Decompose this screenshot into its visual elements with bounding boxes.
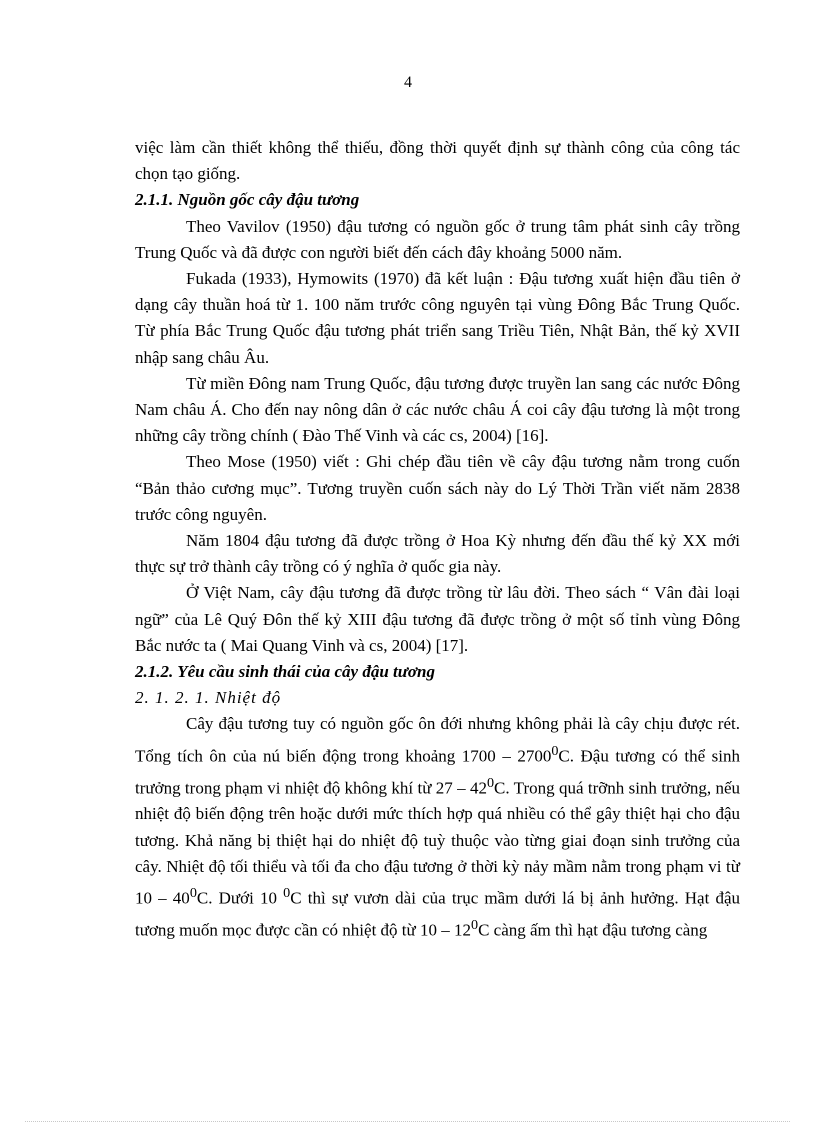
degree-superscript: 0: [551, 742, 559, 759]
temperature-text-5: C thì sự vươn dài của trục mầm dưới lá bị ảnh hưởng. Hạt đậu tương muốn mọc được cần có nhiệt độ từ 10 – 12: [135, 888, 741, 940]
page-number: 4: [404, 74, 412, 91]
temperature-text-4: C. Dưới 10: [196, 888, 284, 908]
paragraph-fukada: Fukada (1933), Hymowits (1970) đã kết luận : Đậu tương xuất hiện đầu tiên ở dạng cây thuần hoá từ 1. 100 năm trước công nguyên tại vùng Đông Bắc Trung Quốc. Từ phía Bắc Trung Quốc đậu tương phát triển sang Triều Tiên, Nhật Bản, thế kỷ XVII nhập sang châu Âu.: [135, 269, 740, 367]
temperature-text-3: C. Trong quá trỡnh sinh trưởng, nếu nhiệt độ biến động trên hoặc dưới mức thích hợp quá nhiều có thể gây thiệt hại cho đậu tương. Khả năng bị thiệt hại do nhiệt độ tuỳ thuộc vào từng giai đoạn sinh trưởng của cây. Nhiệt độ tối thiểu và tối đa cho đậu tương ở thời kỳ nảy mầm nằm trong phạm vi từ 10 – 40: [135, 778, 740, 908]
paragraph-continuation: việc làm cần thiết không thể thiếu, đồng thời quyết định sự thành công của công tác chọn tạo giống.: [135, 138, 740, 184]
degree-superscript: 0: [283, 885, 291, 901]
paragraph-southeast: Từ miền Đông nam Trung Quốc, đậu tương được truyền lan sang các nước Đông Nam châu Á. Cho đến nay nông dân ở các nước châu Á coi cây đậu tương là một trong những cây trồng chính ( Đào Thế Vinh và các cs, 2004) [16].: [135, 373, 740, 446]
page-bottom-rule: [25, 1121, 790, 1122]
degree-superscript: 0: [189, 885, 197, 901]
paragraph-vavilov: Theo Vavilov (1950) đậu tương có nguồn gốc ở trung tâm phát sinh cây trồng Trung Quốc và đã được con người biết đến cách đây khoảng 5000 năm.: [135, 216, 740, 262]
paragraph-usa: Năm 1804 đậu tương đã được trồng ở Hoa Kỳ nhưng đến đầu thế kỷ XX mới thực sự trở thành cây trồng có ý nghĩa ở quốc gia này.: [135, 531, 740, 577]
paragraph-mose: Theo Mose (1950) viết : Ghi chép đầu tiên về cây đậu tương nằm trong cuốn “Bản thảo cương mục”. Tương truyền cuốn sách này do Lý Thời Trần viết năm 2838 trước công nguyên.: [135, 452, 740, 524]
degree-superscript: 0: [470, 916, 479, 933]
temperature-text-1: Cây đậu tương tuy có nguồn gốc ôn đới nhưng không phải là cây chịu được rét. Tổng tích ôn của nú biến động trong khoảng 1700 – 2700: [135, 714, 740, 766]
temperature-text-2: C. Đậu tương có thể sinh trưởng trong phạm vi nhiệt độ không khí từ 27 – 42: [135, 746, 740, 798]
section-heading-ecology: 2.1.2. Yêu cầu sinh thái của cây đậu tương: [135, 662, 436, 682]
paragraph-vietnam: Ở Việt Nam, cây đậu tương đã được trồng từ lâu đời. Theo sách “ Vân đài loại ngữ” của Lê Quý Đôn thế kỷ XIII đậu tương đã được trồng ở một số tỉnh vùng Đông Bắc nước ta ( Mai Quang Vinh và cs, 2004) [17].: [135, 583, 740, 655]
subsection-heading-temperature: 2. 1. 2. 1. Nhiệt độ: [135, 688, 282, 708]
temperature-text-6: C càng ấm thì hạt đậu tương càng: [478, 920, 708, 940]
section-heading-origin: 2.1.1. Nguồn gốc cây đậu tương: [135, 190, 360, 210]
paragraph-temperature: [135, 711, 740, 943]
degree-superscript: 0: [486, 774, 495, 791]
page-content: [135, 135, 740, 944]
